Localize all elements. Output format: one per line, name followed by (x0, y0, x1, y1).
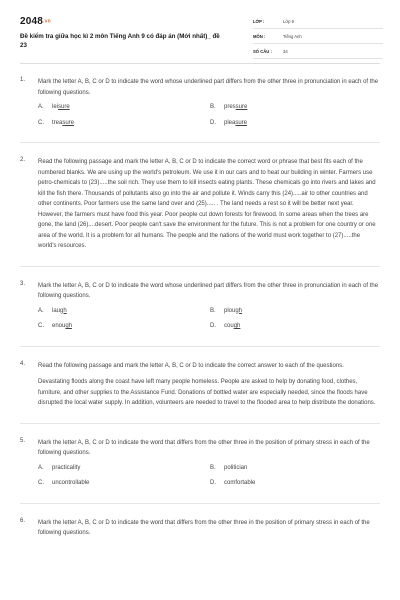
option-text: uncontrollable (52, 480, 90, 486)
option-letter: D. (210, 480, 216, 486)
options (38, 463, 380, 489)
meta-row-subject (253, 29, 383, 44)
site-logo[interactable] (20, 16, 51, 27)
question-divider (20, 423, 380, 424)
option-letter: C. (38, 119, 44, 126)
question-6 (20, 518, 380, 539)
option-letter: C. (38, 480, 44, 486)
option-text: lau (52, 307, 61, 314)
meta-row-count (253, 44, 383, 59)
option-text: practicality (52, 464, 81, 471)
question-text: Mark the letter A, B, C or D to indicate the word that differs from the other three in the position of primary stress in each of the following questions. (38, 519, 370, 536)
option-letter: B. (210, 307, 216, 314)
option-underlined: gh (65, 323, 73, 329)
question-text (38, 157, 380, 252)
option-letter: A. (38, 464, 44, 471)
question-divider (20, 346, 380, 347)
page-header (0, 0, 400, 66)
question-divider (20, 266, 380, 267)
question-number: 1. (20, 77, 26, 83)
option-d[interactable] (210, 118, 382, 129)
question-5 (20, 438, 380, 489)
options (38, 102, 380, 128)
option-text: enou (52, 323, 66, 329)
question-number: 3. (20, 280, 26, 287)
option-text: lei (52, 104, 59, 110)
option-text: trea (52, 119, 63, 126)
option-c[interactable] (38, 321, 210, 332)
option-text: comfortable (224, 480, 256, 486)
option-a[interactable] (38, 102, 210, 113)
option-text: plou (224, 307, 236, 314)
option-letter: A. (38, 104, 44, 110)
option-b[interactable] (210, 102, 382, 113)
meta-value: Tiếng Anh (283, 33, 302, 39)
option-text: pres (224, 104, 236, 110)
meta-value: 34 (283, 48, 288, 54)
meta-key: LỚP : (253, 18, 265, 24)
document-title: Đề kiểm tra giữa học kì 2 môn Tiếng Anh 9 có đáp án (Mới nhất)_ đề 23 (20, 33, 220, 49)
header-divider (20, 63, 380, 64)
option-c[interactable] (38, 118, 210, 129)
question-number: 6. (20, 517, 26, 524)
option-letter: D. (210, 119, 216, 126)
option-letter: A. (38, 307, 44, 314)
logo-text: 2048 (20, 16, 44, 27)
question-divider (20, 503, 380, 504)
option-underlined: gh (233, 323, 241, 329)
options (38, 306, 380, 332)
document-meta (253, 14, 383, 59)
option-letter: B. (210, 464, 216, 471)
question-divider (20, 142, 380, 143)
option-d[interactable] (210, 321, 382, 332)
question-text: Mark the letter A, B, C or D to indicate the word whose underlined part differs from the other three in pronunciation in each of the following questions. (38, 79, 379, 96)
option-b[interactable] (210, 463, 382, 474)
question-4 (20, 361, 380, 409)
meta-value: Lớp 9 (283, 18, 294, 24)
question-number: 4. (20, 360, 26, 367)
question-list (20, 77, 380, 553)
option-a[interactable] (38, 463, 210, 474)
question-3 (20, 281, 380, 332)
option-b[interactable] (210, 306, 382, 317)
option-underlined: gh (235, 307, 243, 314)
option-underlined: sure (58, 104, 70, 110)
option-a[interactable] (38, 306, 210, 317)
option-underlined: sure (62, 119, 75, 126)
question-number: 5. (20, 437, 26, 444)
option-text: cou (224, 323, 234, 329)
option-letter: C. (38, 323, 44, 329)
option-letter: D. (210, 323, 216, 329)
meta-row-class (253, 14, 383, 29)
option-text: plea (224, 119, 236, 126)
logo-suffix: .vn (43, 18, 51, 25)
passage-text: Devastating floods along the coast have left many people homeless. People are asked to help by donating food, clothes, furniture, and other supplies to the Assistance Fund. Donations of bottled water are especially needed, since the floods have disrupted the local water supply. In addition, volunteers are needed to travel to the flooded area to help distribute the donations. (38, 379, 376, 406)
question-text: Mark the letter A, B, C or D to indicate the word that differs from the other three in the position of primary stress in each of the following questions. (38, 439, 370, 456)
question-number: 2. (20, 157, 26, 163)
option-underlined: sure (235, 104, 248, 110)
option-underlined: sure (235, 119, 248, 126)
option-underlined: gh (60, 307, 67, 314)
question-text: Mark the letter A, B, C or D to indicate the word whose underlined part differs from the other three in pronunciation in each of the following questions. (38, 282, 379, 299)
meta-key: MÔN : (253, 33, 266, 39)
option-letter: B. (210, 104, 216, 110)
question-2 (20, 157, 380, 252)
option-d[interactable] (210, 478, 382, 489)
option-c[interactable] (38, 478, 210, 489)
passage-text: We are using up the world's petroleum. We use it in our cars and to heat our building in winter. Farmers use petro-chemicals to (23).....the soil rich. They use them to kill insects eating plants. These chemicals go into rivers and lakes and kill the fish there. Thousands of pollutants also go into the air and pollute it. Winds carry this (24).....air to other countries and other continents. Poor farmers use the same land over and (25)..... . The land needs a rest so it will be better next year. However, the farmers must have food this year. Poor people cut down forests for firewood. In some areas when the trees are gone, the land (26)....desert. Poor people can't save the environment for the future. This is not a problem for one country or one area of the world. It is a problem for all humans. The people and the nations of the world must work together to (27).....the world's resources. (38, 169, 376, 249)
option-text: politician (224, 464, 248, 471)
question-instruction: Read the following passage and mark the letter A, B, C or D to indicate the correct word or phrase that best fits each of the numbered blanks. (38, 159, 363, 176)
meta-key: SỐ CÂU : (253, 48, 272, 54)
question-1 (20, 77, 380, 128)
question-text: Read the following passage and mark the letter A, B, C or D to indicate the correct answer to each of the questions. (38, 362, 344, 369)
